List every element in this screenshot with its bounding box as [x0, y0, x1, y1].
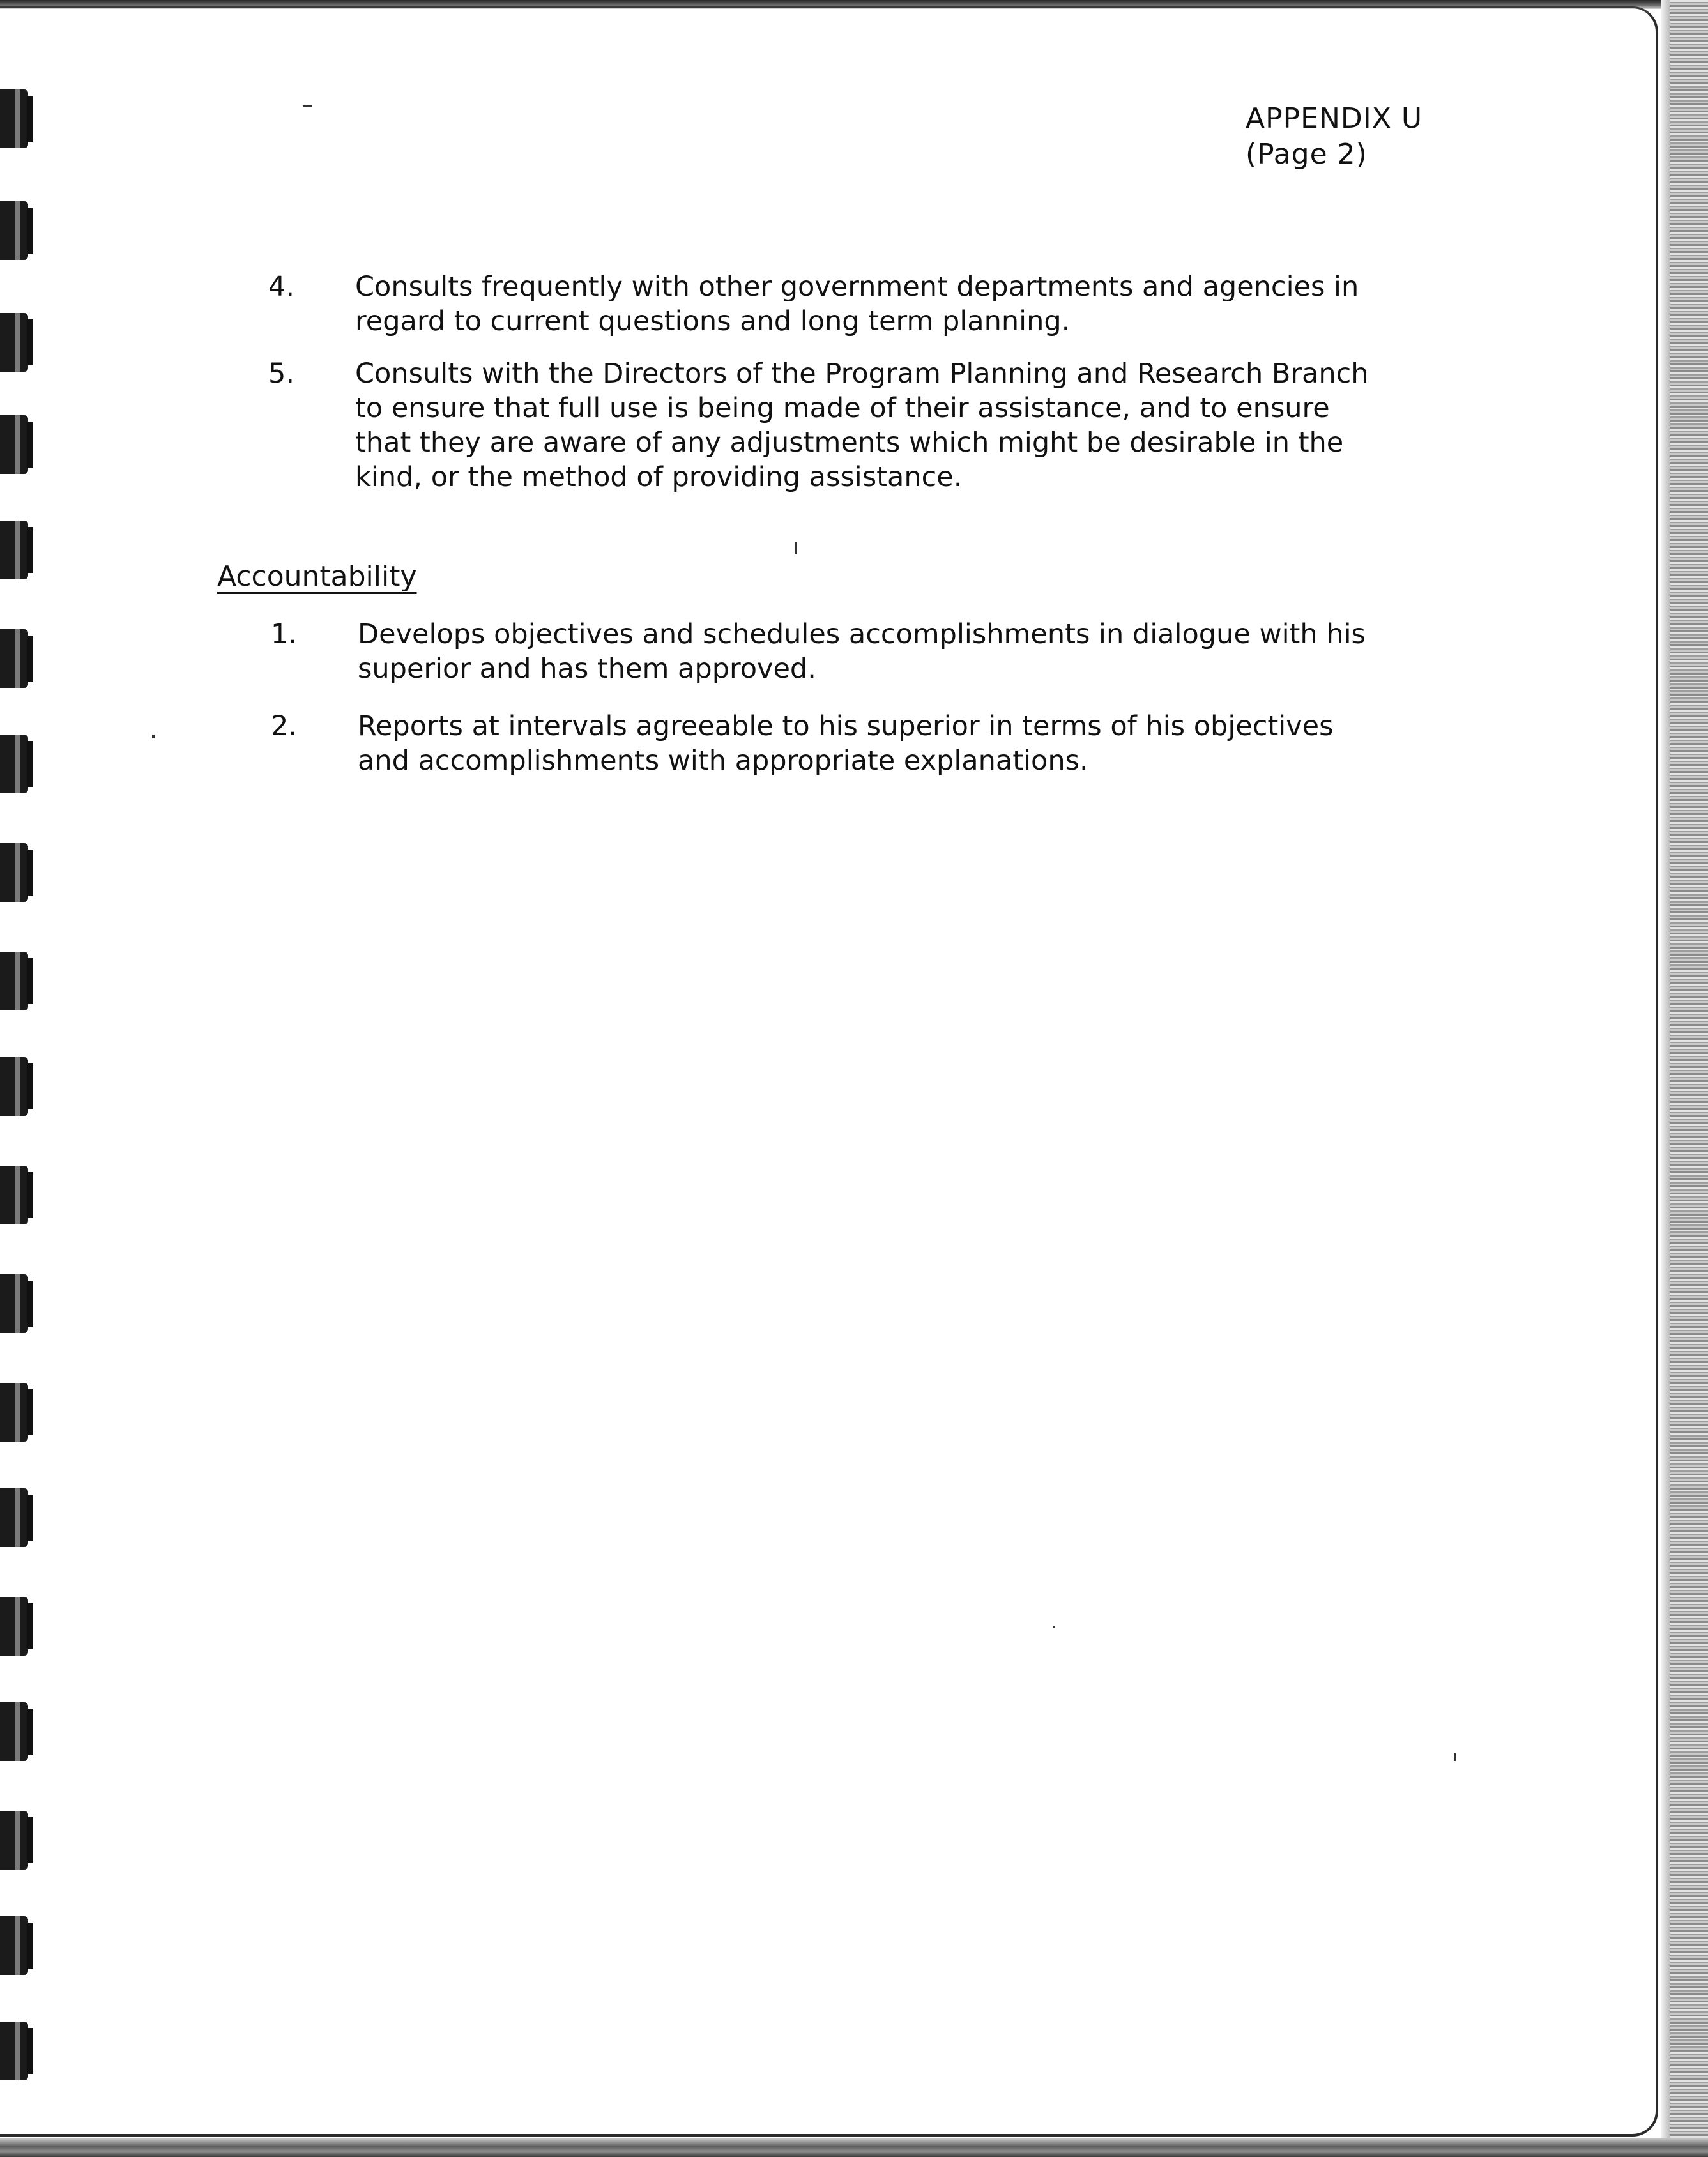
appendix-label: APPENDIX U: [1246, 102, 1423, 135]
item-text: Consults with the Directors of the Program Planning and Research Branch to ensure that full use is being made of their assistance, and to ensure that they are aware of any adjustments which might be desirable in the kind, or the method of providing assistance.: [355, 358, 1369, 493]
section-heading-accountability: Accountability: [217, 560, 417, 593]
binding-hole: [0, 1702, 28, 1761]
binding-hole: [0, 201, 28, 260]
spiral-binding: [0, 0, 45, 2157]
scan-speck: [795, 542, 797, 554]
binding-hole: [0, 89, 28, 148]
page-number: (Page 2): [1246, 138, 1368, 171]
binding-hole: [0, 1597, 28, 1656]
item-text: Reports at intervals agreeable to his superior in terms of his objectives and accomplishments with appropriate explanations.: [358, 710, 1334, 777]
binding-hole: [0, 521, 28, 579]
binding-hole: [0, 415, 28, 474]
scan-speck: [1454, 1753, 1456, 1761]
scan-speck: [1053, 1626, 1055, 1628]
item-text: Develops objectives and schedules accomplishments in dialogue with his superior and has them approved.: [358, 618, 1366, 685]
binding-hole: [0, 1274, 28, 1333]
binding-hole: [0, 735, 28, 793]
binding-hole: [0, 952, 28, 1010]
item-number: 2.: [271, 710, 298, 742]
binding-hole: [0, 313, 28, 372]
binding-hole: [0, 2022, 28, 2080]
binding-hole: [0, 1488, 28, 1547]
scan-bottom-edge: [0, 2138, 1708, 2157]
scan-right-margin: [1661, 0, 1708, 2157]
item-number: 5.: [268, 358, 295, 390]
binding-hole: [0, 843, 28, 902]
binding-hole: [0, 1057, 28, 1116]
binding-hole: [0, 629, 28, 688]
page-header: [1246, 101, 1422, 172]
binding-hole: [0, 1811, 28, 1870]
binding-hole: [0, 1166, 28, 1224]
item-text: Consults frequently with other government departments and agencies in regard to current questions and long term planning.: [355, 271, 1359, 337]
binding-hole: [0, 1916, 28, 1975]
item-number: 1.: [271, 618, 298, 650]
binding-hole: [0, 1383, 28, 1442]
scan-speck: [152, 735, 155, 738]
item-number: 4.: [268, 271, 295, 303]
scan-speck: [303, 105, 312, 107]
